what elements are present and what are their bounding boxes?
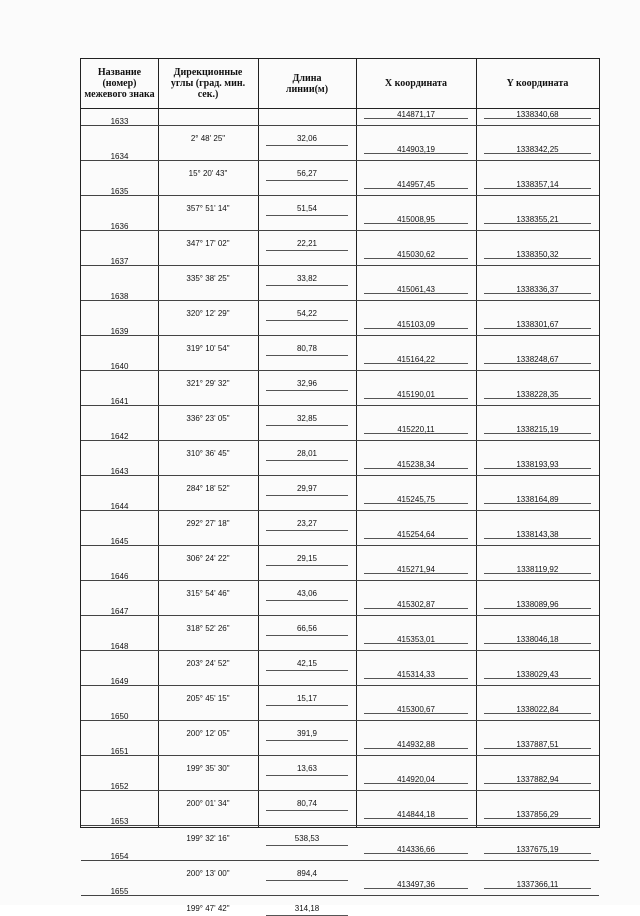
cell-underline	[266, 460, 348, 461]
point-name: 1633	[110, 117, 129, 126]
line-length: 391,9	[296, 729, 318, 738]
x-coordinate: 415190,01	[397, 390, 435, 399]
point-name: 1648	[110, 642, 129, 651]
point-name: 1634	[110, 152, 129, 161]
direction-angle: 357° 51' 14"	[186, 204, 230, 213]
x-coordinate: 415353,01	[397, 635, 435, 644]
table-row-separator	[81, 160, 599, 161]
table-row-separator	[81, 440, 599, 441]
table-row-separator	[81, 300, 599, 301]
point-name: 1636	[110, 222, 129, 231]
cell-underline	[266, 845, 348, 846]
cell-underline	[266, 565, 348, 566]
point-name: 1642	[110, 432, 129, 441]
direction-angle: 200° 13' 00"	[186, 869, 230, 878]
y-coordinate: 1338357,14	[516, 180, 559, 189]
table-row-separator	[81, 405, 599, 406]
table-row-separator	[81, 755, 599, 756]
table-row-separator	[81, 860, 599, 861]
y-coordinate: 1338215,19	[516, 425, 559, 434]
cell-underline	[266, 670, 348, 671]
cell-underline	[266, 530, 348, 531]
direction-angle: 200° 12' 05"	[186, 729, 230, 738]
direction-angle: 200° 01' 34"	[186, 799, 230, 808]
y-coordinate: 1338340,68	[516, 110, 559, 119]
line-length: 28,01	[296, 449, 318, 458]
y-coordinate: 1338022,84	[516, 705, 559, 714]
point-name: 1652	[110, 782, 129, 791]
table-row-separator	[81, 895, 599, 896]
y-coordinate: 1338228,35	[516, 390, 559, 399]
line-length: 43,06	[296, 589, 318, 598]
table-row-separator	[81, 545, 599, 546]
x-coordinate: 415245,75	[397, 495, 435, 504]
cell-underline	[266, 810, 348, 811]
point-name: 1643	[110, 467, 129, 476]
point-name: 1638	[110, 292, 129, 301]
line-length: 29,97	[296, 484, 318, 493]
line-length: 54,22	[296, 309, 318, 318]
x-coordinate: 415030,62	[397, 250, 435, 259]
line-length: 13,63	[296, 764, 318, 773]
table-row-separator	[81, 335, 599, 336]
y-coordinate: 1338350,32	[516, 250, 559, 259]
direction-angle: 335° 38' 25"	[186, 274, 230, 283]
cell-underline	[266, 390, 348, 391]
x-coordinate: 414871,17	[397, 110, 435, 119]
x-coordinate: 413497,36	[397, 880, 435, 889]
header-direction-angle: Дирекционные углы (град. мин. сек.)	[170, 67, 246, 100]
direction-angle: 347° 17' 02"	[186, 239, 230, 248]
cell-underline	[266, 495, 348, 496]
x-coordinate: 414903,19	[397, 145, 435, 154]
y-coordinate: 1338193,93	[516, 460, 559, 469]
header-y-coordinate: Y координата	[506, 78, 569, 89]
x-coordinate: 415220,11	[397, 425, 435, 434]
line-length: 32,85	[296, 414, 318, 423]
y-coordinate: 1338029,43	[516, 670, 559, 679]
direction-angle: 310° 36' 45"	[186, 449, 230, 458]
y-coordinate: 1338164,89	[516, 495, 559, 504]
line-length: 29,15	[296, 554, 318, 563]
cell-underline	[266, 600, 348, 601]
y-coordinate: 1337882,94	[516, 775, 559, 784]
line-length: 51,54	[296, 204, 318, 213]
line-length: 80,78	[296, 344, 318, 353]
table-row-separator	[81, 790, 599, 791]
point-name: 1654	[110, 852, 129, 861]
line-length: 32,06	[296, 134, 318, 143]
y-coordinate: 1338119,92	[516, 565, 559, 574]
point-name: 1641	[110, 397, 129, 406]
y-coordinate: 1338355,21	[516, 215, 559, 224]
direction-angle: 203° 24' 52"	[186, 659, 230, 668]
y-coordinate: 1338301,67	[516, 320, 559, 329]
cell-underline	[266, 425, 348, 426]
x-coordinate: 415254,64	[397, 530, 435, 539]
y-coordinate: 1338089,96	[516, 600, 559, 609]
x-coordinate: 415008,95	[397, 215, 435, 224]
x-coordinate: 415061,43	[397, 285, 435, 294]
x-coordinate: 415302,87	[397, 600, 435, 609]
line-length: 33,82	[296, 274, 318, 283]
direction-angle: 292° 27' 18"	[186, 519, 230, 528]
direction-angle: 2° 48' 25"	[190, 134, 226, 143]
table-row-separator	[81, 370, 599, 371]
table-row-separator	[81, 125, 599, 126]
x-coordinate: 415314,33	[397, 670, 435, 679]
point-name: 1650	[110, 712, 129, 721]
cell-underline	[266, 775, 348, 776]
direction-angle: 319° 10' 54"	[186, 344, 230, 353]
y-coordinate: 1338143,38	[516, 530, 559, 539]
line-length: 538,53	[294, 834, 320, 843]
direction-angle: 15° 20' 43"	[188, 169, 228, 178]
table-row-separator	[81, 580, 599, 581]
y-coordinate: 1337675,19	[516, 845, 559, 854]
point-name: 1653	[110, 817, 129, 826]
table-row-separator	[81, 510, 599, 511]
cell-underline	[266, 880, 348, 881]
x-coordinate: 415238,34	[397, 460, 435, 469]
y-coordinate: 1337856,29	[516, 810, 559, 819]
point-name: 1640	[110, 362, 129, 371]
coordinates-table	[80, 58, 600, 913]
point-name: 1649	[110, 677, 129, 686]
x-coordinate: 414920,04	[397, 775, 435, 784]
direction-angle: 199° 32' 16"	[186, 834, 230, 843]
line-length: 42,15	[296, 659, 318, 668]
direction-angle: 199° 35' 30"	[186, 764, 230, 773]
direction-angle: 205° 45' 15"	[186, 694, 230, 703]
table-row-separator	[81, 720, 599, 721]
table-row-separator	[81, 685, 599, 686]
line-length: 23,27	[296, 519, 318, 528]
direction-angle: 199° 47' 42"	[186, 904, 230, 913]
x-coordinate: 415164,22	[397, 355, 435, 364]
point-name: 1645	[110, 537, 129, 546]
x-coordinate: 415103,09	[397, 320, 435, 329]
point-name: 1639	[110, 327, 129, 336]
y-coordinate: 1338342,25	[516, 145, 559, 154]
line-length: 56,27	[296, 169, 318, 178]
x-coordinate: 414957,45	[397, 180, 435, 189]
line-length: 22,21	[296, 239, 318, 248]
table-row-separator	[81, 825, 599, 826]
line-length: 314,18	[294, 904, 320, 913]
y-coordinate: 1338336,37	[516, 285, 559, 294]
point-name: 1646	[110, 572, 129, 581]
line-length: 32,96	[296, 379, 318, 388]
point-name: 1644	[110, 502, 129, 511]
x-coordinate: 414932,88	[397, 740, 435, 749]
header-line-length: Длина линии(м)	[285, 72, 329, 95]
header-point-name: Название (номер) межевого знака	[84, 67, 155, 100]
table-row-separator	[81, 650, 599, 651]
line-length: 66,56	[296, 624, 318, 633]
point-name: 1637	[110, 257, 129, 266]
table-row-separator	[81, 475, 599, 476]
cell-underline	[266, 285, 348, 286]
point-name: 1655	[110, 887, 129, 896]
x-coordinate: 414336,66	[397, 845, 435, 854]
direction-angle: 315° 54' 46"	[186, 589, 230, 598]
table-row-separator	[81, 195, 599, 196]
direction-angle: 318° 52' 26"	[186, 624, 230, 633]
direction-angle: 284° 18' 52"	[186, 484, 230, 493]
point-name: 1647	[110, 607, 129, 616]
table-row-separator	[81, 615, 599, 616]
direction-angle: 306° 24' 22"	[186, 554, 230, 563]
x-coordinate: 415271,94	[397, 565, 435, 574]
direction-angle: 320° 12' 29"	[186, 309, 230, 318]
header-x-coordinate: X координата	[384, 78, 448, 89]
direction-angle: 336° 23' 05"	[186, 414, 230, 423]
y-coordinate: 1338248,67	[516, 355, 559, 364]
line-length: 894,4	[296, 869, 318, 878]
cell-underline	[266, 320, 348, 321]
table-row-separator	[81, 265, 599, 266]
cell-underline	[266, 355, 348, 356]
cell-underline	[266, 705, 348, 706]
cell-underline	[266, 250, 348, 251]
x-coordinate: 415300,67	[397, 705, 435, 714]
point-name: 1651	[110, 747, 129, 756]
y-coordinate: 1337366,11	[516, 880, 559, 889]
cell-underline	[266, 145, 348, 146]
cell-underline	[266, 740, 348, 741]
cell-underline	[266, 180, 348, 181]
table-row-separator	[81, 230, 599, 231]
y-coordinate: 1337887,51	[516, 740, 559, 749]
cell-underline	[266, 635, 348, 636]
cell-underline	[266, 215, 348, 216]
x-coordinate: 414844,18	[397, 810, 435, 819]
line-length: 80,74	[296, 799, 318, 808]
direction-angle: 321° 29' 32"	[186, 379, 230, 388]
point-name: 1635	[110, 187, 129, 196]
line-length: 15,17	[296, 694, 318, 703]
y-coordinate: 1338046,18	[516, 635, 559, 644]
